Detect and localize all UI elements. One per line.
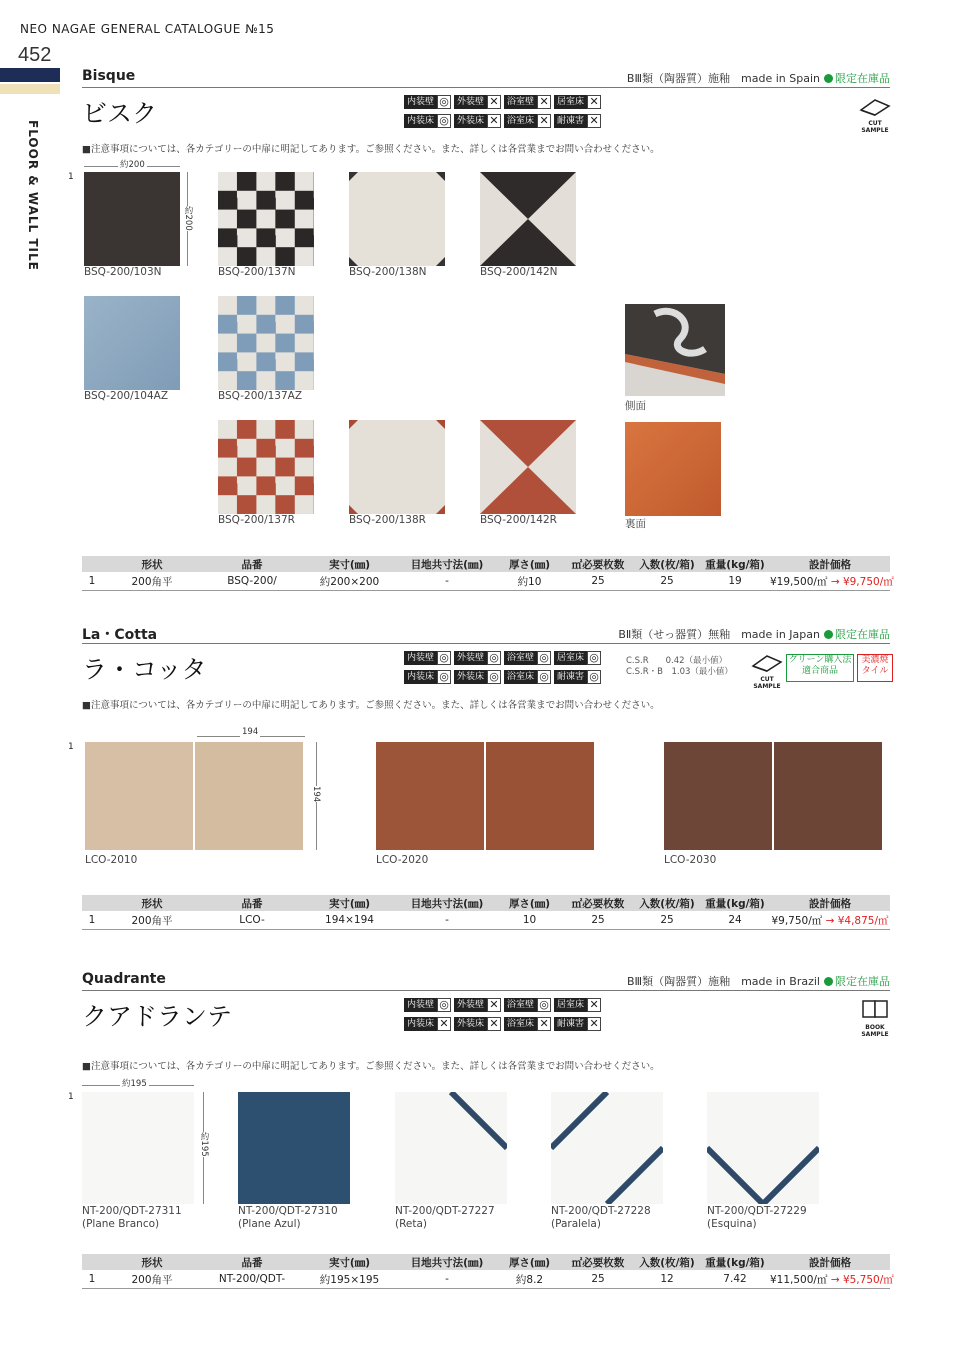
unsuitable-mark-icon: ✕ xyxy=(587,998,601,1012)
tile-code: NT-200/QDT-27227 xyxy=(395,1205,495,1217)
mino-tile-badge: 美濃焼 タイル xyxy=(857,654,893,682)
spec-cell: ㎡必要枚数 xyxy=(571,897,625,910)
tile-code: NT-200/QDT-27311 xyxy=(82,1205,182,1217)
spec-cell: 24 xyxy=(728,914,742,926)
spec-cell: 12 xyxy=(660,1273,674,1285)
notice-text: ■注意事項については、各カテゴリーの中扉に明記してあります。ご参照ください。また、詳しくは各営業までお問い合わせください。 xyxy=(82,144,660,155)
spec-cell: → ¥9,750/㎡ xyxy=(830,575,894,588)
usage-label: 外装壁 xyxy=(454,95,487,109)
unsuitable-mark-icon: ✕ xyxy=(487,1017,501,1031)
tile-image xyxy=(85,742,303,850)
spec-cell: 25 xyxy=(591,1273,605,1285)
dim-width: 約195 xyxy=(122,1079,147,1089)
usage-label: 外装床 xyxy=(454,1017,487,1031)
book-sample-badge: BOOK SAMPLE xyxy=(858,998,892,1038)
spec-cell: 実寸(㎜) xyxy=(328,558,371,571)
spec-cell: 約195×195 xyxy=(319,1273,380,1286)
spec-cell: 約10 xyxy=(517,575,542,588)
spec-cell: 7.42 xyxy=(723,1273,747,1285)
section-rule xyxy=(82,643,890,644)
spec-cell: 200角平 xyxy=(131,914,173,927)
section-meta: BⅡ類（せっ器質）無釉 made in Japan 限定在庫品 xyxy=(618,628,890,641)
cut-sample-icon xyxy=(858,96,892,116)
green-purchase-badge: グリーン購入法 適合商品 xyxy=(786,654,854,682)
spec-cell: 25 xyxy=(591,914,605,926)
spec-header-row xyxy=(82,556,890,572)
tile-subname: (Paralela) xyxy=(551,1218,601,1230)
tile-image xyxy=(349,420,445,514)
tile-product[interactable] xyxy=(218,296,314,403)
unsuitable-mark-icon: ✕ xyxy=(487,998,501,1012)
page-number: 452 xyxy=(18,44,52,66)
tile-image xyxy=(664,742,882,850)
spec-cell: 実寸(㎜) xyxy=(328,897,371,910)
unsuitable-mark-icon: ✕ xyxy=(537,114,551,128)
spec-cell: 設計価格 xyxy=(809,558,851,571)
spec-cell: NT-200/QDT- xyxy=(218,1273,286,1285)
tile-code: BSQ-200/138N xyxy=(349,266,427,278)
side-photo xyxy=(625,304,725,413)
tile-product[interactable] xyxy=(480,172,576,279)
spec-table xyxy=(82,556,894,591)
spec-cell: 入数(枚/箱) xyxy=(639,558,695,571)
usage-label: 耐凍害 xyxy=(554,114,587,128)
section-meta: BⅢ類（陶器質）施釉 made in Brazil 限定在庫品 xyxy=(626,975,890,988)
usage-label: 浴室床 xyxy=(504,114,537,128)
tile-code: BSQ-200/142R xyxy=(480,514,557,526)
spec-cell: - xyxy=(445,914,449,926)
usage-label: 居室床 xyxy=(554,998,587,1012)
dim-width: 約200 xyxy=(120,160,145,170)
spec-cell: 形状 xyxy=(141,1256,163,1269)
spec-cell: 厚さ(㎜) xyxy=(508,897,551,910)
catalogue-title: NEO NAGAE GENERAL CATALOGUE №15 xyxy=(20,22,275,36)
tile-product[interactable] xyxy=(349,172,445,279)
spec-cell: 約200×200 xyxy=(319,575,380,588)
usage-label: 居室床 xyxy=(554,651,587,665)
spec-cell: LCO- xyxy=(239,914,265,926)
spec-header-row xyxy=(82,895,890,911)
dim-height: 約195 xyxy=(199,1132,209,1157)
tile-code: BSQ-200/137AZ xyxy=(218,390,303,402)
spec-cell: 目地共寸法(㎜) xyxy=(410,558,484,571)
spec-cell: 品番 xyxy=(241,558,263,571)
spec-cell: 重量(kg/箱) xyxy=(705,1256,765,1269)
cut-sample-badge: CUT SAMPLE xyxy=(858,96,892,134)
spec-cell: → ¥5,750/㎡ xyxy=(830,1273,894,1286)
tile-image xyxy=(707,1092,819,1204)
tile-image xyxy=(480,420,576,514)
section-rule xyxy=(82,990,890,991)
tile-code: NT-200/QDT-27229 xyxy=(707,1205,807,1217)
spec-cell: 194×194 xyxy=(325,914,374,926)
tile-product[interactable] xyxy=(349,420,445,527)
tile-image xyxy=(395,1092,507,1204)
stock-dot-icon xyxy=(824,74,833,83)
suitable-mark-icon: ◎ xyxy=(587,651,601,665)
suitable-mark-icon: ◎ xyxy=(487,670,501,684)
spec-cell: 1 xyxy=(88,914,96,926)
unsuitable-mark-icon: ✕ xyxy=(487,114,501,128)
price xyxy=(770,1272,894,1287)
spec-cell: ¥9,750/㎡ xyxy=(771,914,823,927)
usage-label: 外装床 xyxy=(454,670,487,684)
stock-dot-icon xyxy=(824,977,833,986)
spec-cell: 19 xyxy=(728,575,742,587)
spec-cell: 重量(kg/箱) xyxy=(705,897,765,910)
dim-height: 約200 xyxy=(183,206,193,231)
side-photo-image xyxy=(625,304,725,396)
back-photo-image xyxy=(625,422,721,516)
tile-code: BSQ-200/104AZ xyxy=(84,390,169,402)
usage-label: 内装壁 xyxy=(404,95,437,109)
row-number: 1 xyxy=(68,172,74,182)
usage-label: 耐凍害 xyxy=(554,1017,587,1031)
usage-grid xyxy=(404,94,604,132)
suitable-mark-icon: ◎ xyxy=(587,670,601,684)
usage-label: 内装床 xyxy=(404,114,437,128)
tile-image xyxy=(238,1092,350,1204)
spec-cell: 重量(kg/箱) xyxy=(705,558,765,571)
usage-label: 浴室床 xyxy=(504,1017,537,1031)
tile-image xyxy=(218,420,314,514)
spec-cell: → ¥4,875/㎡ xyxy=(825,914,889,927)
suitable-mark-icon: ◎ xyxy=(537,670,551,684)
spec-cell: ¥19,500/㎡ xyxy=(770,575,828,588)
spec-cell: 厚さ(㎜) xyxy=(508,558,551,571)
csr-values: C.S.R 0.42（最小値） C.S.R・B 1.03（最小値） xyxy=(626,656,733,677)
suitable-mark-icon: ◎ xyxy=(487,651,501,665)
spec-cell: 25 xyxy=(660,914,674,926)
tile-code: NT-200/QDT-27228 xyxy=(551,1205,651,1217)
spec-cell: 200角平 xyxy=(131,1273,173,1286)
book-sample-icon xyxy=(858,998,892,1020)
tile-product[interactable] xyxy=(238,1092,350,1231)
suitable-mark-icon: ◎ xyxy=(437,95,451,109)
tile-image xyxy=(218,172,314,266)
tile-product[interactable] xyxy=(551,1092,663,1231)
spec-cell: 1 xyxy=(88,1273,96,1285)
tile-product[interactable] xyxy=(395,1092,507,1231)
unsuitable-mark-icon: ✕ xyxy=(537,95,551,109)
photo-caption: 側面 xyxy=(625,400,646,412)
notice-text: ■注意事項については、各カテゴリーの中扉に明記してあります。ご参照ください。また、詳しくは各営業までお問い合わせください。 xyxy=(82,700,660,711)
dim-height: 194 xyxy=(311,786,321,803)
usage-label: 内装床 xyxy=(404,1017,437,1031)
usage-label: 浴室壁 xyxy=(504,651,537,665)
tile-image xyxy=(84,172,180,266)
tile-code: LCO-2020 xyxy=(376,854,429,866)
tile-product[interactable] xyxy=(82,1092,194,1231)
section-title-jp: クアドランテ xyxy=(82,1002,233,1031)
usage-label: 内装壁 xyxy=(404,651,437,665)
spec-cell: ㎡必要枚数 xyxy=(571,1256,625,1269)
spec-row xyxy=(82,572,894,591)
accent-bar-navy xyxy=(0,68,60,82)
unsuitable-mark-icon: ✕ xyxy=(587,95,601,109)
spec-cell: 設計価格 xyxy=(809,1256,851,1269)
tile-product[interactable] xyxy=(480,420,576,527)
tile-product[interactable] xyxy=(707,1092,819,1231)
cut-sample-icon xyxy=(750,652,784,672)
section-rule xyxy=(82,87,890,88)
spec-cell: 設計価格 xyxy=(809,897,851,910)
spec-cell: BSQ-200/ xyxy=(227,575,277,587)
usage-label: 浴室壁 xyxy=(504,998,537,1012)
usage-label: 浴室床 xyxy=(504,670,537,684)
back-photo xyxy=(625,422,721,531)
stock-dot-icon xyxy=(824,630,833,639)
tile-subname: (Plane Branco) xyxy=(82,1218,160,1230)
tile-code: BSQ-200/137R xyxy=(218,514,295,526)
usage-label: 内装壁 xyxy=(404,998,437,1012)
spec-table xyxy=(82,895,890,930)
spec-cell: 25 xyxy=(660,575,674,587)
tile-code: BSQ-200/103N xyxy=(84,266,162,278)
tile-product[interactable] xyxy=(664,742,882,867)
side-label: FLOOR & WALL TILE xyxy=(26,120,40,271)
row-number: 1 xyxy=(68,742,74,752)
tile-image xyxy=(82,1092,194,1204)
spec-cell: 入数(枚/箱) xyxy=(639,1256,695,1269)
spec-cell: 約8.2 xyxy=(515,1273,544,1286)
spec-cell: 形状 xyxy=(141,897,163,910)
notice-text: ■注意事項については、各カテゴリーの中扉に明記してあります。ご参照ください。また、詳しくは各営業までお問い合わせください。 xyxy=(82,1061,660,1072)
spec-cell: 品番 xyxy=(241,1256,263,1269)
section-meta: BⅢ類（陶器質）施釉 made in Spain 限定在庫品 xyxy=(626,72,890,85)
usage-label: 内装床 xyxy=(404,670,437,684)
tile-product[interactable] xyxy=(376,742,594,867)
section-title-jp: ラ・コッタ xyxy=(82,655,207,684)
tile-image xyxy=(376,742,594,850)
unsuitable-mark-icon: ✕ xyxy=(437,1017,451,1031)
section-title-jp: ビスク xyxy=(82,99,158,128)
spec-cell: 入数(枚/箱) xyxy=(639,897,695,910)
section-title-en: Quadrante xyxy=(82,971,166,987)
usage-label: 外装壁 xyxy=(454,998,487,1012)
photo-caption: 裏面 xyxy=(625,518,646,530)
spec-cell: - xyxy=(445,1273,449,1285)
tile-code: LCO-2030 xyxy=(664,854,717,866)
cut-sample-badge: CUT SAMPLE xyxy=(750,652,784,690)
spec-row xyxy=(82,911,890,930)
suitable-mark-icon: ◎ xyxy=(437,651,451,665)
tile-product[interactable] xyxy=(218,420,314,527)
tile-subname: (Reta) xyxy=(395,1218,428,1230)
tile-product[interactable] xyxy=(85,742,303,867)
usage-grid xyxy=(404,650,604,688)
spec-cell: 実寸(㎜) xyxy=(328,1256,371,1269)
spec-cell: 目地共寸法(㎜) xyxy=(410,897,484,910)
unsuitable-mark-icon: ✕ xyxy=(537,1017,551,1031)
tile-subname: (Esquina) xyxy=(707,1218,757,1230)
usage-label: 浴室壁 xyxy=(504,95,537,109)
spec-cell: - xyxy=(445,575,449,587)
spec-cell: ㎡必要枚数 xyxy=(571,558,625,571)
unsuitable-mark-icon: ✕ xyxy=(587,1017,601,1031)
tile-product[interactable] xyxy=(84,296,180,403)
dim-width: 194 xyxy=(242,727,259,737)
spec-cell: 200角平 xyxy=(131,575,173,588)
usage-grid xyxy=(404,997,604,1035)
tile-image xyxy=(551,1092,663,1204)
tile-product[interactable] xyxy=(84,172,180,279)
spec-cell: 25 xyxy=(591,575,605,587)
usage-label: 外装床 xyxy=(454,114,487,128)
spec-cell: 10 xyxy=(522,914,537,926)
tile-image xyxy=(349,172,445,266)
suitable-mark-icon: ◎ xyxy=(437,998,451,1012)
tile-image xyxy=(84,296,180,390)
price xyxy=(770,913,890,928)
spec-cell: 品番 xyxy=(241,897,263,910)
tile-subname: (Plane Azul) xyxy=(238,1218,301,1230)
spec-row xyxy=(82,1270,894,1289)
usage-label: 外装壁 xyxy=(454,651,487,665)
spec-header-row xyxy=(82,1254,890,1270)
price xyxy=(770,574,894,589)
unsuitable-mark-icon: ✕ xyxy=(587,114,601,128)
suitable-mark-icon: ◎ xyxy=(437,670,451,684)
section-title-en: La・Cotta xyxy=(82,627,158,643)
spec-cell: 形状 xyxy=(141,558,163,571)
spec-cell: 厚さ(㎜) xyxy=(508,1256,551,1269)
suitable-mark-icon: ◎ xyxy=(537,651,551,665)
tile-product[interactable] xyxy=(218,172,314,279)
tile-image xyxy=(480,172,576,266)
accent-bar-cream xyxy=(0,84,60,94)
row-number: 1 xyxy=(68,1092,74,1102)
spec-cell: 1 xyxy=(88,575,96,587)
tile-code: LCO-2010 xyxy=(85,854,138,866)
section-title-en: Bisque xyxy=(82,68,136,84)
tile-code: BSQ-200/138R xyxy=(349,514,426,526)
tile-code: BSQ-200/142N xyxy=(480,266,558,278)
spec-table xyxy=(82,1254,894,1289)
usage-label: 耐凍害 xyxy=(554,670,587,684)
spec-cell: ¥11,500/㎡ xyxy=(770,1273,828,1286)
spec-cell: 目地共寸法(㎜) xyxy=(410,1256,484,1269)
tile-code: NT-200/QDT-27310 xyxy=(238,1205,338,1217)
usage-label: 居室床 xyxy=(554,95,587,109)
suitable-mark-icon: ◎ xyxy=(537,998,551,1012)
tile-code: BSQ-200/137N xyxy=(218,266,296,278)
unsuitable-mark-icon: ✕ xyxy=(487,95,501,109)
tile-image xyxy=(218,296,314,390)
suitable-mark-icon: ◎ xyxy=(437,114,451,128)
